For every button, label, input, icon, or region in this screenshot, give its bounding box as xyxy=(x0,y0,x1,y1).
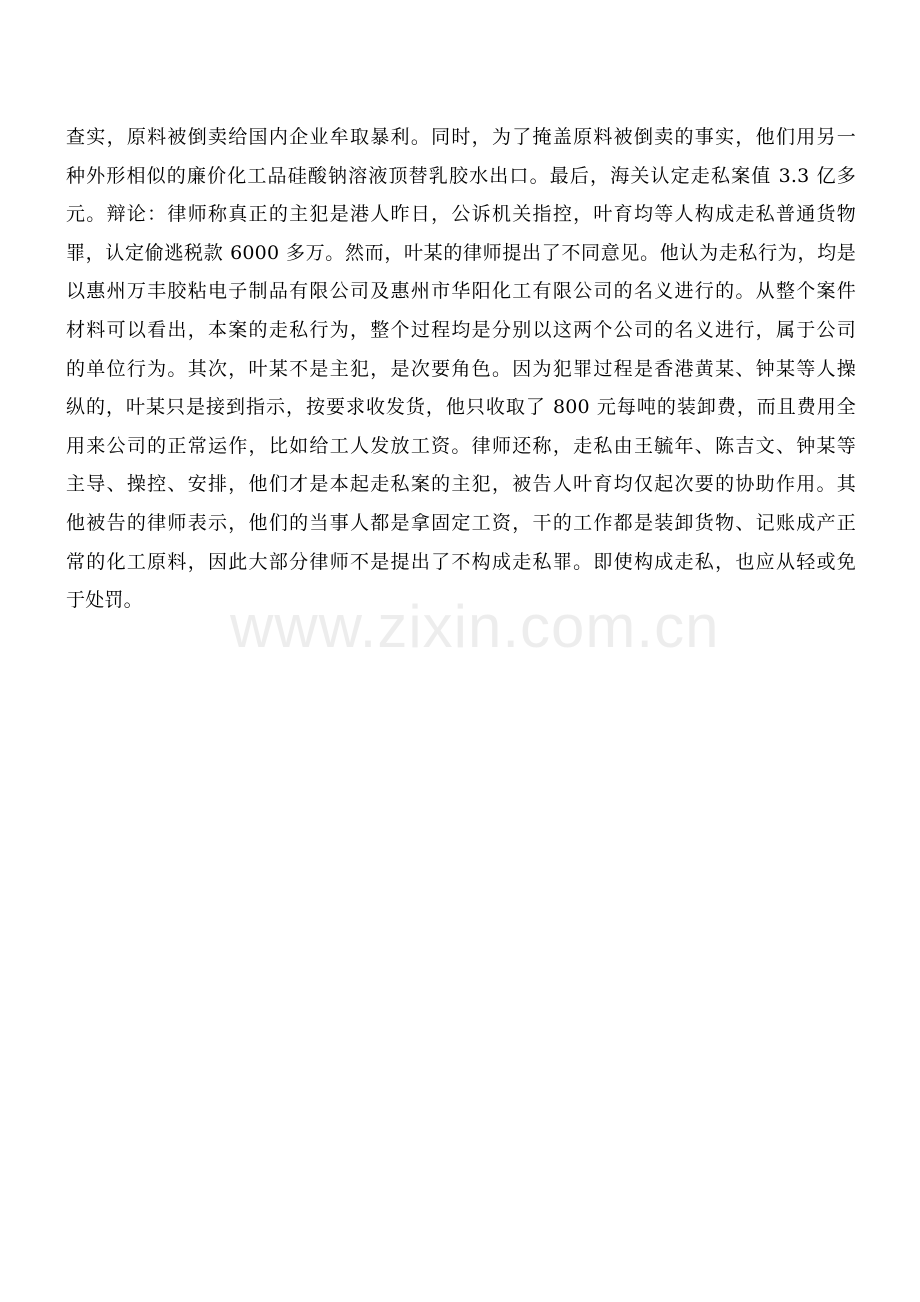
text-line: 常的化工原料，因此大部分律师不是提出了不构成走私罪。即使构成走私，也应从轻或免 xyxy=(66,550,856,573)
text-line: 查实，原料被倒卖给国内企业牟取暴利。同时，为了掩盖原料被倒卖的事实，他们用另一 xyxy=(66,126,856,148)
text-line: 材料可以看出，本案的走私行为，整个过程均是分别以这两个公司的名义进行，属于公司 xyxy=(66,318,856,341)
text-line: 罪，认定偷逃税款 6000 多万。然而，叶某的律师提出了不同意见。他认为走私行为，均是 xyxy=(66,241,856,264)
text-line: 他被告的律师表示，他们的当事人都是拿固定工资，干的工作都是装卸货物、记账成产正 xyxy=(66,511,856,534)
watermark: www.zixin.com.cn xyxy=(230,593,720,660)
text-line: 主导、操控、安排，他们才是本起走私案的主犯，被告人叶育均仅起次要的协助作用。其 xyxy=(66,473,856,496)
text-line: 以惠州万丰胶粘电子制品有限公司及惠州市华阳化工有限公司的名义进行的。从整个案件 xyxy=(66,280,856,303)
text-line: 种外形相似的廉价化工品硅酸钠溶液顶替乳胶水出口。最后，海关认定走私案值 3.3 亿多 xyxy=(66,164,856,187)
text-line: 元。辩论：律师称真正的主犯是港人昨日，公诉机关指控，叶育均等人构成走私普通货物 xyxy=(66,203,856,226)
text-line: 用来公司的正常运作，比如给工人发放工资。律师还称，走私由王毓年、陈吉文、钟某等 xyxy=(66,434,856,457)
body-paragraph xyxy=(66,118,856,620)
text-line: 的单位行为。其次，叶某不是主犯，是次要角色。因为犯罪过程是香港黄某、钟某等人操 xyxy=(66,357,856,380)
text-line: 纵的，叶某只是接到指示，按要求收发货，他只收取了 800 元每吨的装卸费，而且费用全 xyxy=(66,396,856,419)
text-line-last: 于处罚。 xyxy=(66,589,143,612)
